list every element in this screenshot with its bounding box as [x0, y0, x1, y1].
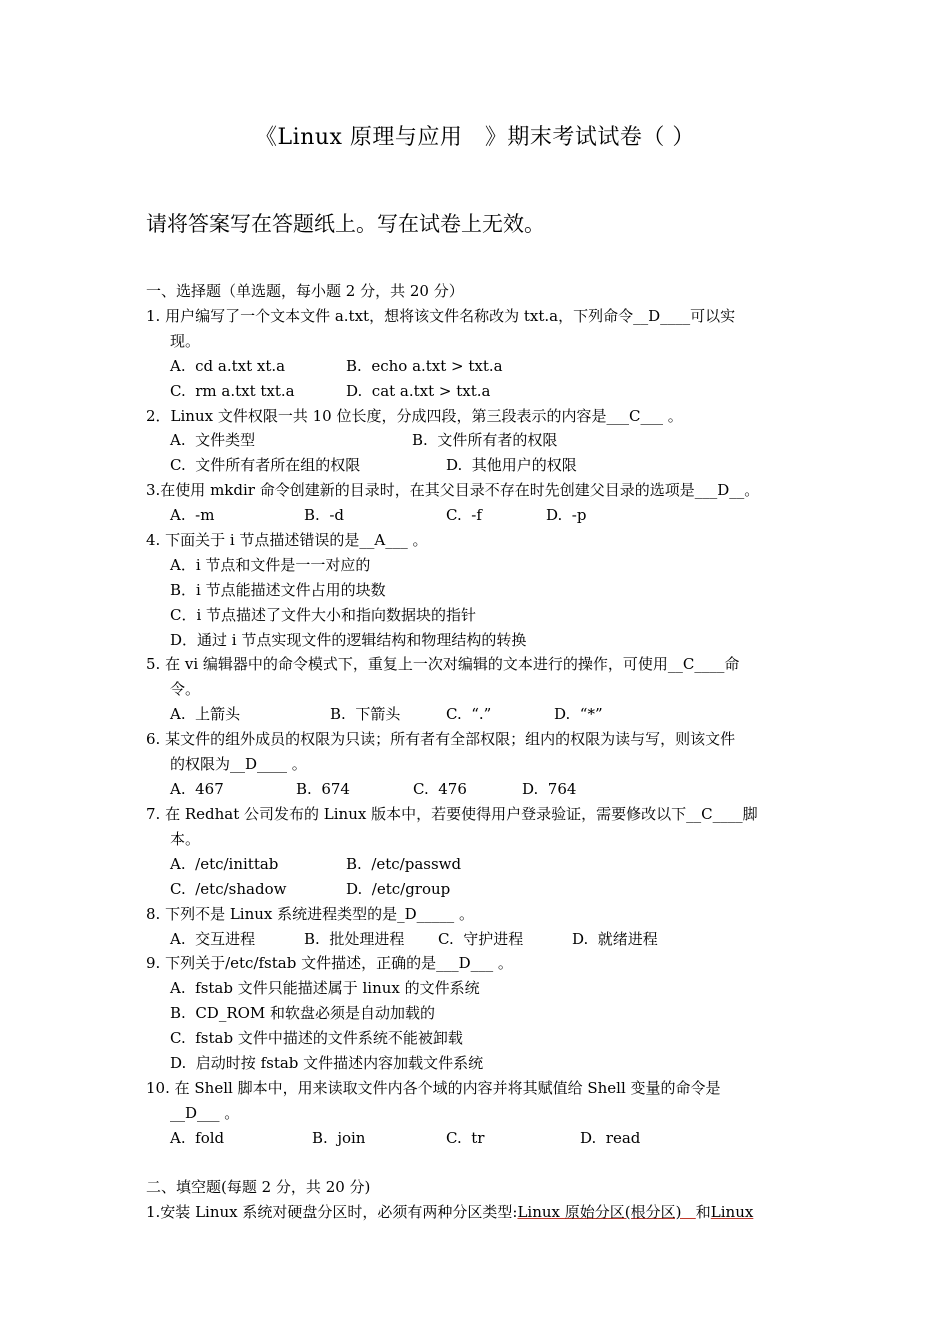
- q8-option-a: A. 交互进程: [170, 930, 256, 948]
- q2-option-b: B. 文件所有者的权限: [412, 431, 558, 449]
- q4-option-c: C．i 节点描述了文件大小和指向数据块的指针: [170, 606, 477, 624]
- q4-option-b: B．i 节点能描述文件占用的块数: [170, 581, 386, 599]
- q1-option-a: A. cd a.txt xt.a: [170, 357, 286, 375]
- q4-option-d: D．通过 i 节点实现文件的逻辑结构和物理结构的转换: [170, 631, 527, 649]
- q6-option-a: A. 467: [170, 780, 224, 798]
- q2-option-a: A. 文件类型: [170, 431, 256, 449]
- q10-option-d: D. read: [580, 1129, 641, 1147]
- fill-1-blank: [681, 1203, 695, 1221]
- q8-option-d: D. 就绪进程: [572, 930, 658, 948]
- question-4: 4. 下面关于 i 节点描述错误的是__A___ 。: [146, 531, 428, 549]
- question-3: 3.在使用 mkdir 命令创建新的目录时，在其父目录不存在时先创建父目录的选项是___D__。: [146, 481, 760, 499]
- q3-option-a: A. -m: [170, 506, 215, 524]
- q9-option-d: D. 启动时按 fstab 文件描述内容加载文件系统: [170, 1054, 484, 1072]
- q1-option-d: D. cat a.txt > txt.a: [346, 382, 491, 400]
- question-10: 10. 在 Shell 脚本中，用来读取文件内各个域的内容并将其赋值给 Shell 变量的命令是: [146, 1079, 721, 1097]
- question-10-cont: __D___ 。: [170, 1104, 240, 1122]
- fill-1-answer-2: Linux: [710, 1203, 754, 1221]
- q10-option-a: A. fold: [170, 1129, 225, 1147]
- q3-option-c: C. -f: [446, 506, 482, 524]
- q4-option-a: A．i 节点和文件是一一对应的: [170, 556, 371, 574]
- q7-option-a: A. /etc/inittab: [170, 855, 279, 873]
- question-6-cont: 的权限为__D____ 。: [170, 755, 307, 773]
- q7-option-b: B. /etc/passwd: [346, 855, 462, 873]
- q1-option-b: B. echo a.txt > txt.a: [346, 357, 503, 375]
- fill-1-text: 1.安装 Linux 系统对硬盘分区时，必须有两种分区类型:: [146, 1203, 518, 1221]
- q5-option-d: D. “*”: [554, 705, 603, 723]
- question-1-cont: 现。: [170, 332, 201, 350]
- q1-option-c: C. rm a.txt txt.a: [170, 382, 295, 400]
- q9-option-a: A. fstab 文件只能描述属于 linux 的文件系统: [170, 979, 480, 997]
- section-1-heading: 一、选择题（单选题，每小题 2 分，共 20 分）: [146, 282, 464, 300]
- q7-option-c: C. /etc/shadow: [170, 880, 287, 898]
- q9-option-b: B. CD_ROM 和软盘必须是自动加载的: [170, 1004, 436, 1022]
- q10-option-c: C. tr: [446, 1129, 485, 1147]
- question-6: 6. 某文件的组外成员的权限为只读；所有者有全部权限；组内的权限为读与写，则该文件: [146, 730, 736, 748]
- exam-notice: 请将答案写在答题纸上。写在试卷上无效。: [146, 212, 545, 236]
- section-2-heading: 二、填空题(每题 2 分，共 20 分): [146, 1178, 371, 1196]
- q2-option-d: D. 其他用户的权限: [446, 456, 577, 474]
- fill-question-1: [146, 1202, 753, 1222]
- question-1: 1. 用户编写了一个文本文件 a.txt，想将该文件名称改为 txt.a，下列命令__D____可以实: [146, 307, 736, 325]
- q6-option-c: C. 476: [413, 780, 467, 798]
- q8-option-b: B. 批处理进程: [304, 930, 405, 948]
- question-8: 8. 下列不是 Linux 系统进程类型的是_D_____ 。: [146, 905, 474, 923]
- q3-option-d: D. -p: [546, 506, 587, 524]
- q7-option-d: D. /etc/group: [346, 880, 451, 898]
- q10-option-b: B. join: [312, 1129, 366, 1147]
- question-7: 7. 在 Redhat 公司发布的 Linux 版本中，若要使得用户登录验证，需要修改以下__C____脚: [146, 805, 758, 823]
- q6-option-d: D. 764: [522, 780, 577, 798]
- q5-option-b: B. 下箭头: [330, 705, 401, 723]
- question-9: 9. 下列关于/etc/fstab 文件描述，正确的是___D___ 。: [146, 954, 513, 972]
- q2-option-c: C. 文件所有者所在组的权限: [170, 456, 361, 474]
- q9-option-c: C. fstab 文件中描述的文件系统不能被卸载: [170, 1029, 463, 1047]
- q6-option-b: B. 674: [296, 780, 350, 798]
- fill-1-mid: 和: [695, 1203, 711, 1221]
- fill-1-answer-1: Linux 原始分区(根分区): [517, 1203, 682, 1221]
- q3-option-b: B. -d: [304, 506, 344, 524]
- question-5-cont: 令。: [170, 680, 201, 698]
- q5-option-c: C. “.”: [446, 705, 492, 723]
- question-5: 5. 在 vi 编辑器中的命令模式下，重复上一次对编辑的文本进行的操作，可使用__C____命: [146, 655, 740, 673]
- question-7-cont: 本。: [170, 830, 201, 848]
- q5-option-a: A. 上箭头: [170, 705, 241, 723]
- exam-title: 《Linux 原理与应用 》期末考试试卷（ ）: [255, 125, 695, 150]
- question-2: 2．Linux 文件权限一共 10 位长度，分成四段，第三段表示的内容是___C___ 。: [146, 407, 683, 425]
- q8-option-c: C. 守护进程: [438, 930, 524, 948]
